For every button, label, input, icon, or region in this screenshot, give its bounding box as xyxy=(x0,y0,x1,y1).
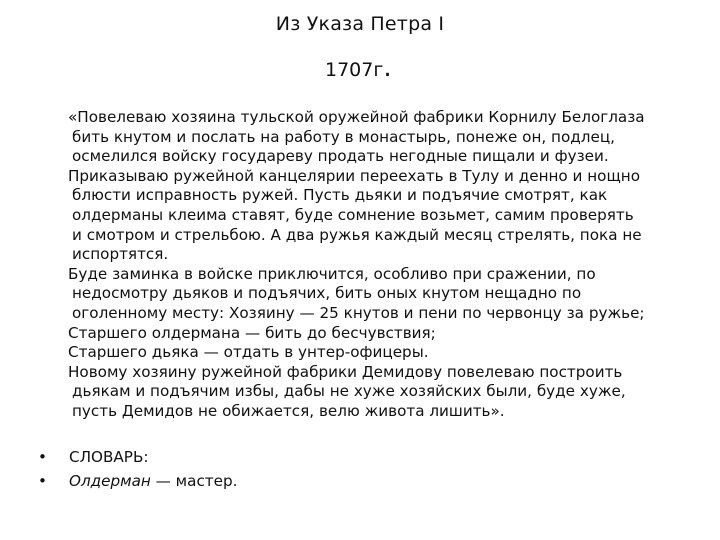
bullet-marker: • xyxy=(38,472,47,490)
glossary-text: СЛОВАРЬ: xyxy=(69,448,149,466)
decree-line: Буде заминка в войске приключится, особливо при сражении, по xyxy=(68,264,596,283)
decree-line: оголенному месту: Хозяину — 25 кнутов и пени по червонцу за ружье; xyxy=(72,303,645,322)
year-text: 1707г xyxy=(325,59,384,81)
decree-paragraph xyxy=(66,265,706,324)
bullet-marker: • xyxy=(38,448,47,466)
glossary-list xyxy=(38,445,237,493)
glossary-item xyxy=(38,445,237,469)
decree-paragraph xyxy=(66,167,706,265)
decree-line: и смотром и стрельбою. А два ружья каждый месяц стрелять, пока не xyxy=(72,225,642,244)
glossary-item xyxy=(38,469,237,493)
decree-line: пусть Демидов не обижается, велю живота лишить». xyxy=(72,401,505,420)
decree-line: Новому хозяину ружейной фабрики Демидову повелеваю построить xyxy=(68,362,623,381)
glossary-text: — мастер. xyxy=(150,472,238,490)
decree-line: олдерманы клеима ставят, буде сомнение возьмет, самим проверять xyxy=(72,205,634,224)
decree-paragraph xyxy=(66,108,706,167)
decree-line: Приказываю ружейной канцелярии переехать в Тулу и денно и нощно xyxy=(68,166,640,185)
decree-line: недосмотру дьяков и подъячих, бить оных кнутом нещадно по xyxy=(72,284,582,303)
decree-paragraph xyxy=(66,343,706,363)
decree-line: Старшего олдермана — бить до бесчувствия; xyxy=(68,323,436,342)
decree-text xyxy=(66,108,706,422)
decree-paragraph xyxy=(66,363,706,422)
decree-line: бить кнутом и послать на работу в монастырь, понеже он, подлец, xyxy=(72,127,615,146)
slide-year xyxy=(325,53,392,83)
decree-line: дьякам и подъячим избы, дабы не хуже хозяйских были, буде хуже, xyxy=(72,382,626,401)
decree-line: «Повелеваю хозяина тульской оружейной фабрики Корнилу Белоглаза xyxy=(68,108,645,126)
slide-title: Из Указа Петра I xyxy=(275,13,445,35)
decree-line: Старшего дьяка — отдать в унтер-офицеры. xyxy=(68,343,429,362)
decree-line: осмелился войску государеву продать негодные пищали и фузеи. xyxy=(72,147,609,166)
glossary-term: Олдерман xyxy=(69,472,151,490)
decree-line: блюсти исправность ружей. Пусть дьяки и подъячие смотрят, как xyxy=(72,186,608,205)
year-dot: . xyxy=(383,53,392,83)
decree-paragraph xyxy=(66,324,706,344)
decree-line: испортятся. xyxy=(72,245,169,264)
